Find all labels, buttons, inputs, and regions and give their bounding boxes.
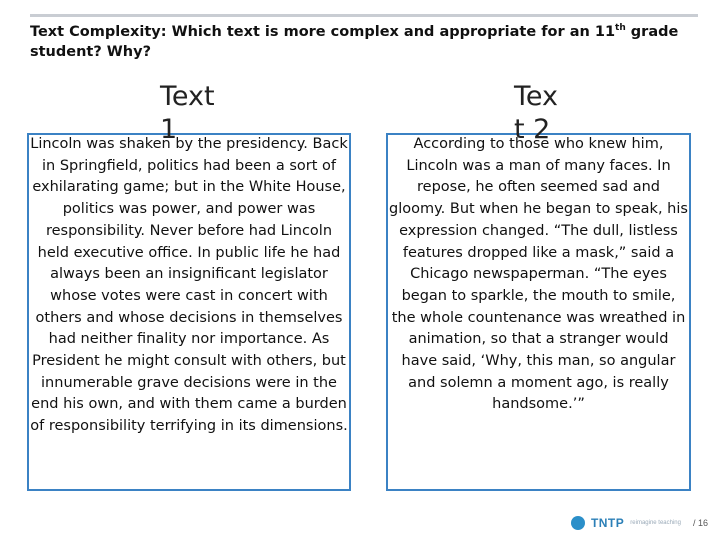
text1-body: Lincoln was shaken by the presidency. Back in Springfield, politics had been a sort of exhilarating game; but in the White House, politics was power, and power was responsibility. Never before had Lincoln held executive office. In public life he had always been an insignificant legislator whose votes were cast in concert with others and whose decisions in themselves had neither finality nor importance. As President he might consult with others, but innumerable grave decisions were in the end his own, and with them came a burden of responsibility terrifying in its dimensions. [30,136,348,435]
text1-heading: Text 1 [160,81,215,145]
tntp-logo-icon [571,516,585,530]
title-main: Text Complexity: Which text is more complex and appropriate for an 11 [30,24,616,40]
top-divider [30,14,698,17]
footer [571,516,708,530]
text2-heading: Text 2 [514,81,559,145]
logo-tagline: reimagine teaching [630,520,681,526]
title-tail: grade student? Why? [30,24,679,60]
text2-body: According to those who knew him, Lincoln was a man of many faces. In repose, he often seemed sad and gloomy. But when he began to speak, his expression changed. “The dull, listless features dropped like a mask,” said a Chicago newspaperman. “The eyes began to sparkle, the mouth to smile, the whole countenance was wreathed in animation, so that a stranger would have said, ‘Why, this man, so angular and solemn a moment ago, is really handsome.’” [389,136,688,413]
title-superscript: th [615,23,626,33]
logo-text: TNTP [590,516,625,530]
page-number: / 16 [692,518,708,528]
page-title [30,22,690,62]
